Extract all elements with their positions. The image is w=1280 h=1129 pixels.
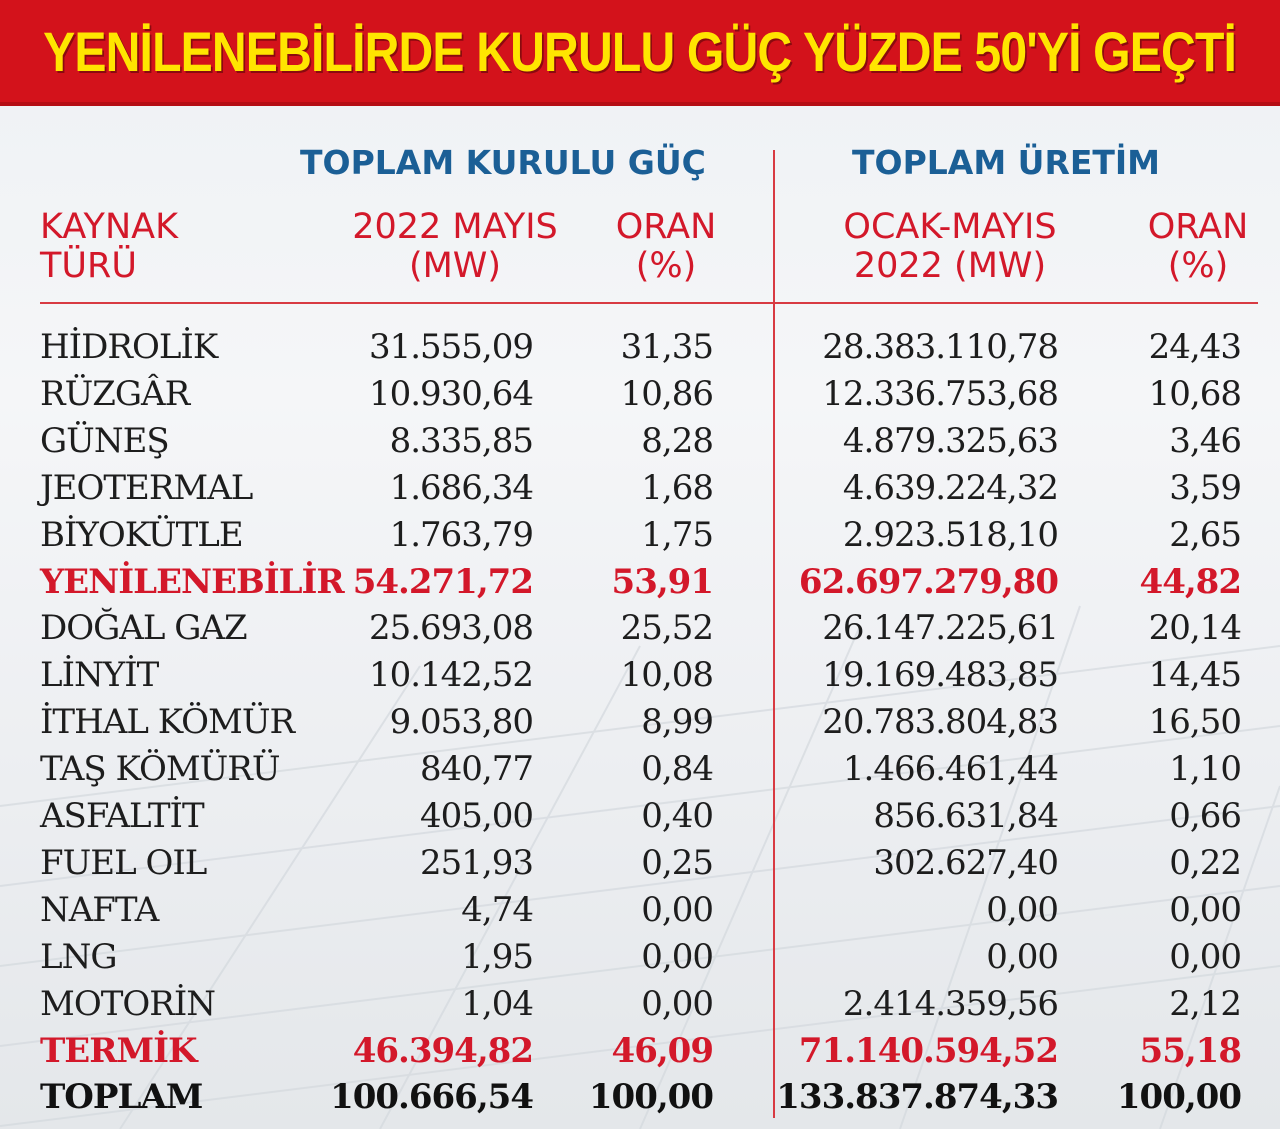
production-cell: 1.466.461,44 <box>842 749 1058 790</box>
production-share-cell: 10,68 <box>1148 373 1241 414</box>
capacity-cell: 46.394,82 <box>352 1030 533 1071</box>
capacity-cell: 4,74 <box>461 889 533 930</box>
table-row <box>0 371 1280 418</box>
title-banner <box>0 0 1280 106</box>
source-column-header <box>40 208 178 286</box>
production-share-cell: 2,12 <box>1169 983 1241 1024</box>
header-divider <box>40 302 1258 304</box>
production-cell: 302.627,40 <box>873 842 1058 883</box>
table-row <box>0 934 1280 981</box>
source-name-cell: HİDROLİK <box>40 327 218 367</box>
capacity-share-cell: 100,00 <box>588 1077 713 1118</box>
table-row <box>0 981 1280 1028</box>
capacity-share-cell: 8,99 <box>641 702 713 743</box>
capacity-cell: 10.142,52 <box>368 655 533 696</box>
total-production-header: TOPLAM ÜRETİM <box>852 143 1161 182</box>
table-row <box>0 699 1280 746</box>
source-name-cell: TOPLAM <box>40 1077 203 1118</box>
capacity-column-header <box>343 208 567 286</box>
source-name-cell: GÜNEŞ <box>40 420 169 461</box>
production-share-cell: 0,22 <box>1169 842 1241 883</box>
source-name-cell: İTHAL KÖMÜR <box>40 702 295 743</box>
production-header-line-1: OCAK-MAYIS <box>843 207 1057 247</box>
table-row <box>0 559 1280 606</box>
source-name-cell: RÜZGÂR <box>40 373 190 414</box>
production-share-cell: 14,45 <box>1148 655 1241 696</box>
production-cell: 0,00 <box>986 936 1058 977</box>
production-share-cell: 0,00 <box>1169 936 1241 977</box>
production-share-cell: 3,46 <box>1169 420 1241 461</box>
source-name-cell: DOĞAL GAZ <box>40 608 247 649</box>
production-cell: 28.383.110,78 <box>822 327 1058 367</box>
source-name-cell: ASFALTİT <box>40 796 204 836</box>
capacity-cell: 31.555,09 <box>368 327 533 367</box>
table-row <box>0 1028 1280 1075</box>
production-share-cell: 16,50 <box>1148 702 1241 743</box>
production-share-header-line-1: ORAN <box>1147 207 1249 247</box>
capacity-share-cell: 10,86 <box>620 373 713 414</box>
table-row <box>0 887 1280 934</box>
capacity-share-cell: 0,00 <box>641 889 713 930</box>
source-name-cell: JEOTERMAL <box>40 467 253 508</box>
capacity-share-header-line-1: ORAN <box>615 207 717 247</box>
production-column-header <box>824 208 1076 286</box>
capacity-share-cell: 0,25 <box>641 842 713 883</box>
capacity-cell: 10.930,64 <box>368 373 533 414</box>
source-header-line-2: TÜRÜ <box>40 246 137 287</box>
production-cell: 0,00 <box>986 889 1058 930</box>
source-name-cell: LİNYİT <box>40 655 159 696</box>
production-share-cell: 55,18 <box>1139 1030 1241 1071</box>
capacity-share-cell: 10,08 <box>620 655 713 696</box>
source-name-cell: TERMİK <box>40 1030 197 1071</box>
capacity-share-cell: 0,40 <box>641 796 713 836</box>
production-share-cell: 2,65 <box>1169 514 1241 555</box>
production-share-cell: 100,00 <box>1116 1077 1241 1118</box>
table-row <box>0 840 1280 887</box>
production-share-cell: 3,59 <box>1169 467 1241 508</box>
capacity-cell: 1.686,34 <box>389 467 533 508</box>
capacity-cell: 1.763,79 <box>389 514 533 555</box>
table-row <box>0 652 1280 699</box>
production-cell: 2.414.359,56 <box>842 983 1058 1024</box>
table-row <box>0 746 1280 793</box>
table-row <box>0 418 1280 465</box>
table-row <box>0 324 1280 371</box>
capacity-share-cell: 0,84 <box>641 749 713 790</box>
capacity-cell: 1,04 <box>461 983 533 1024</box>
capacity-share-cell: 8,28 <box>641 420 713 461</box>
production-share-cell: 24,43 <box>1148 327 1241 367</box>
source-name-cell: NAFTA <box>40 889 159 930</box>
production-share-cell: 0,66 <box>1169 796 1241 836</box>
production-share-cell: 1,10 <box>1169 749 1241 790</box>
capacity-header-line-1: 2022 MAYIS <box>352 207 558 247</box>
production-cell: 133.837.874,33 <box>776 1077 1058 1118</box>
production-share-header-line-2: (%) <box>1167 246 1229 287</box>
table-row <box>0 512 1280 559</box>
table-row <box>0 1074 1280 1121</box>
source-name-cell: LNG <box>40 936 117 977</box>
source-name-cell: FUEL OIL <box>40 842 207 883</box>
capacity-share-cell: 1,68 <box>641 467 713 508</box>
capacity-share-cell: 0,00 <box>641 936 713 977</box>
capacity-cell: 8.335,85 <box>389 420 533 461</box>
production-cell: 20.783.804,83 <box>822 702 1058 743</box>
production-header-line-2: 2022 (MW) <box>853 246 1047 287</box>
capacity-share-cell: 1,75 <box>641 514 713 555</box>
capacity-cell: 54.271,72 <box>352 561 533 602</box>
table-row <box>0 465 1280 512</box>
production-cell: 62.697.279,80 <box>798 561 1058 602</box>
production-share-column-header <box>1140 208 1256 286</box>
production-share-cell: 0,00 <box>1169 889 1241 930</box>
capacity-share-header-line-2: (%) <box>635 246 697 287</box>
production-cell: 26.147.225,61 <box>822 608 1058 649</box>
source-name-cell: YENİLENEBİLİR <box>40 561 344 602</box>
production-cell: 19.169.483,85 <box>822 655 1058 696</box>
capacity-cell: 840,77 <box>420 749 533 790</box>
capacity-share-cell: 25,52 <box>620 608 713 649</box>
source-name-cell: BİYOKÜTLE <box>40 514 243 555</box>
source-name-cell: MOTORİN <box>40 983 216 1024</box>
capacity-share-cell: 53,91 <box>611 561 713 602</box>
production-cell: 71.140.594,52 <box>798 1030 1058 1071</box>
capacity-share-column-header <box>608 208 724 286</box>
capacity-share-cell: 0,00 <box>641 983 713 1024</box>
headline: YENİLENEBİLİRDE KURULU GÜÇ YÜZDE 50'Yİ GEÇTİ <box>43 19 1237 83</box>
production-cell: 2.923.518,10 <box>842 514 1058 555</box>
capacity-cell: 251,93 <box>420 842 533 883</box>
table-row <box>0 605 1280 652</box>
production-cell: 4.639.224,32 <box>842 467 1058 508</box>
capacity-share-cell: 46,09 <box>611 1030 713 1071</box>
production-cell: 4.879.325,63 <box>842 420 1058 461</box>
capacity-cell: 405,00 <box>420 796 533 836</box>
capacity-cell: 25.693,08 <box>368 608 533 649</box>
capacity-cell: 9.053,80 <box>389 702 533 743</box>
source-name-cell: TAŞ KÖMÜRÜ <box>40 749 280 790</box>
source-header-line-1: KAYNAK <box>40 207 179 247</box>
production-cell: 12.336.753,68 <box>822 373 1058 414</box>
capacity-header-line-2: (MW) <box>408 246 502 287</box>
capacity-share-cell: 31,35 <box>620 327 713 367</box>
production-cell: 856.631,84 <box>873 796 1058 836</box>
installed-capacity-header: TOPLAM KURULU GÜÇ <box>300 143 706 182</box>
capacity-cell: 100.666,54 <box>330 1077 533 1118</box>
production-share-cell: 20,14 <box>1148 608 1241 649</box>
production-share-cell: 44,82 <box>1139 561 1241 602</box>
capacity-cell: 1,95 <box>461 936 533 977</box>
table-row <box>0 793 1280 840</box>
